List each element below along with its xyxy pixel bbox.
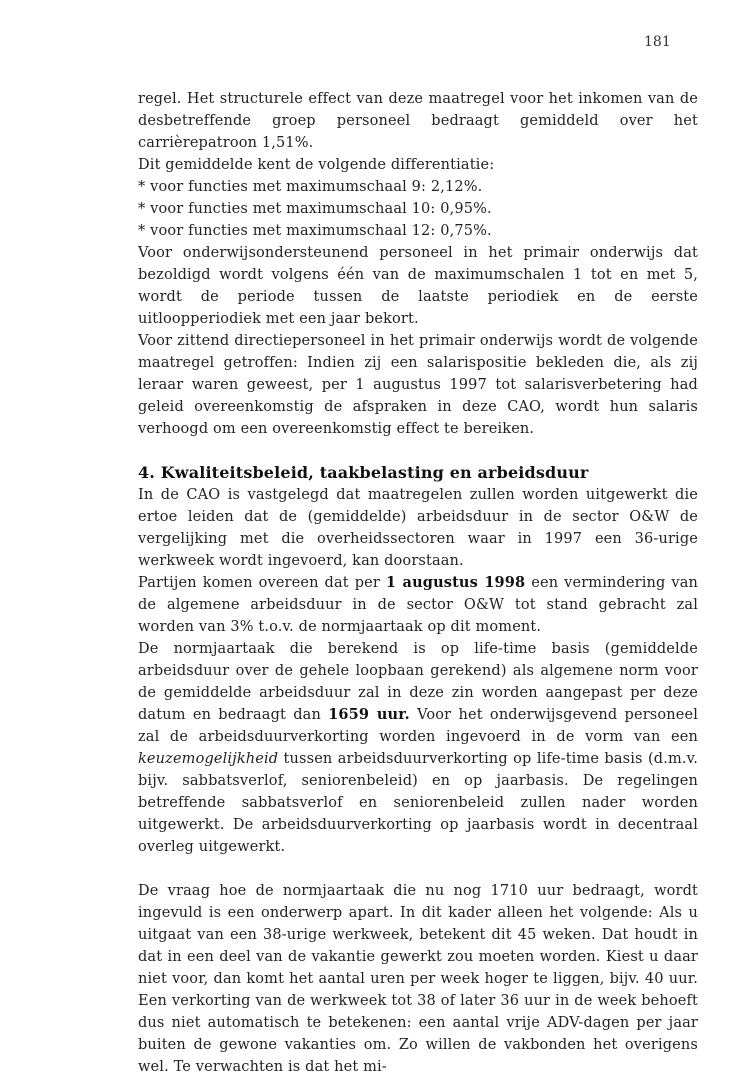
list-item: * voor functies met maximumschaal 9: 2,12%. [138, 179, 483, 195]
text-run: De normjaartaak die berekend is op life-time basis (gemiddelde arbeidsduur over de gehele loopbaan gerekend) als algemene norm voor de gemiddelde arbeidsduur zal in deze zin worden aangepast per deze datum en bedraagt dan [138, 641, 698, 723]
list-item: * voor functies met maximumschaal 10: 0,95%. [138, 201, 492, 217]
paragraph [138, 638, 698, 858]
paragraph: Voor onderwijsondersteunend personeel in het primair onderwijs dat bezoldigd wordt volgens één van de maximumschalen 1 tot en met 5, wordt de periode tussen de laatste periodiek en de eerste uitloopperiodiek met een jaar bekort. [138, 245, 698, 327]
text-run: een vermindering van de algemene arbeidsduur in de sector O&W tot stand gebracht zal worden van 3% t.o.v. de normjaartaak op dit moment. [138, 575, 698, 635]
date-emphasis: 1 augustus 1998 [385, 574, 526, 591]
page-number: 181 [644, 34, 671, 50]
paragraph: regel. Het structurele effect van deze maatregel voor het inkomen van de desbetreffende groep personeel bedraagt gemiddeld over het carrièrepatroon 1,51%. [138, 91, 698, 151]
paragraph: De vraag hoe de normjaartaak die nu nog 1710 uur bedraagt, wordt ingevuld is een onderwerp apart. In dit kader alleen het volgende: Als u uitgaat van een 38-urige werkweek, betekent dit 45 weken. Dat houdt in dat in een deel van de vakantie gewerkt zou moeten worden. Kiest u daar niet voor, dan komt het aantal uren per week hoger te liggen, bijv. 40 uur. Een verkorting van de werkweek tot 38 of later 36 uur in de week behoeft dus niet automatisch te betekenen: een aantal vrije ADV-dagen per jaar buiten de gewone vakanties om. Zo willen de vakbonden het overigens wel. Te verwachten is dat het mi- [138, 883, 698, 1075]
paragraph: In de CAO is vastgelegd dat maatregelen zullen worden uitgewerkt die ertoe leiden dat de (gemiddelde) arbeidsduur in de sector O&W de vergelijking met die overheidssectoren waar in 1997 een 36-urige werkweek wordt ingevoerd, kan doorstaan. [138, 487, 698, 569]
text-run: Partijen komen overeen dat per [138, 575, 386, 591]
paragraph [138, 572, 698, 638]
list-item: * voor functies met maximumschaal 12: 0,75%. [138, 223, 492, 239]
hours-emphasis: 1659 uur. [328, 706, 410, 723]
differentiation-list [138, 176, 698, 242]
italic-term: keuzemogelijkheid [138, 751, 279, 767]
paragraph: Voor zittend directiepersoneel in het primair onderwijs wordt de volgende maatregel getroffen: Indien zij een salarispositie bekleden die, als zij leraar waren geweest, per 1 augustus 1997 tot salarisverbetering had geleid overeenkomstig de afspraken in deze CAO, wordt hun salaris verhoogd om een overeenkomstig effect te bereiken. [138, 333, 698, 437]
paragraph-gap [138, 858, 698, 880]
document-body [138, 88, 698, 1078]
paragraph: Dit gemiddelde kent de volgende differentiatie: [138, 157, 495, 173]
section-heading: 4. Kwaliteitsbeleid, taakbelasting en arbeidsduur [138, 463, 589, 482]
text-run: tussen arbeidsduurverkorting op life-time basis (d.m.v. bijv. sabbatsverlof, seniorenbeleid) en op jaarbasis. De regelingen betreffende sabbatsverlof en seniorenbeleid zullen nader worden uitgewerkt. De arbeidsduurverkorting op jaarbasis wordt in decentraal overleg uitgewerkt. [138, 751, 698, 855]
text-run: Voor het onderwijsgevend personeel zal de arbeidsduurverkorting worden ingevoerd in de vorm van een [138, 707, 698, 745]
